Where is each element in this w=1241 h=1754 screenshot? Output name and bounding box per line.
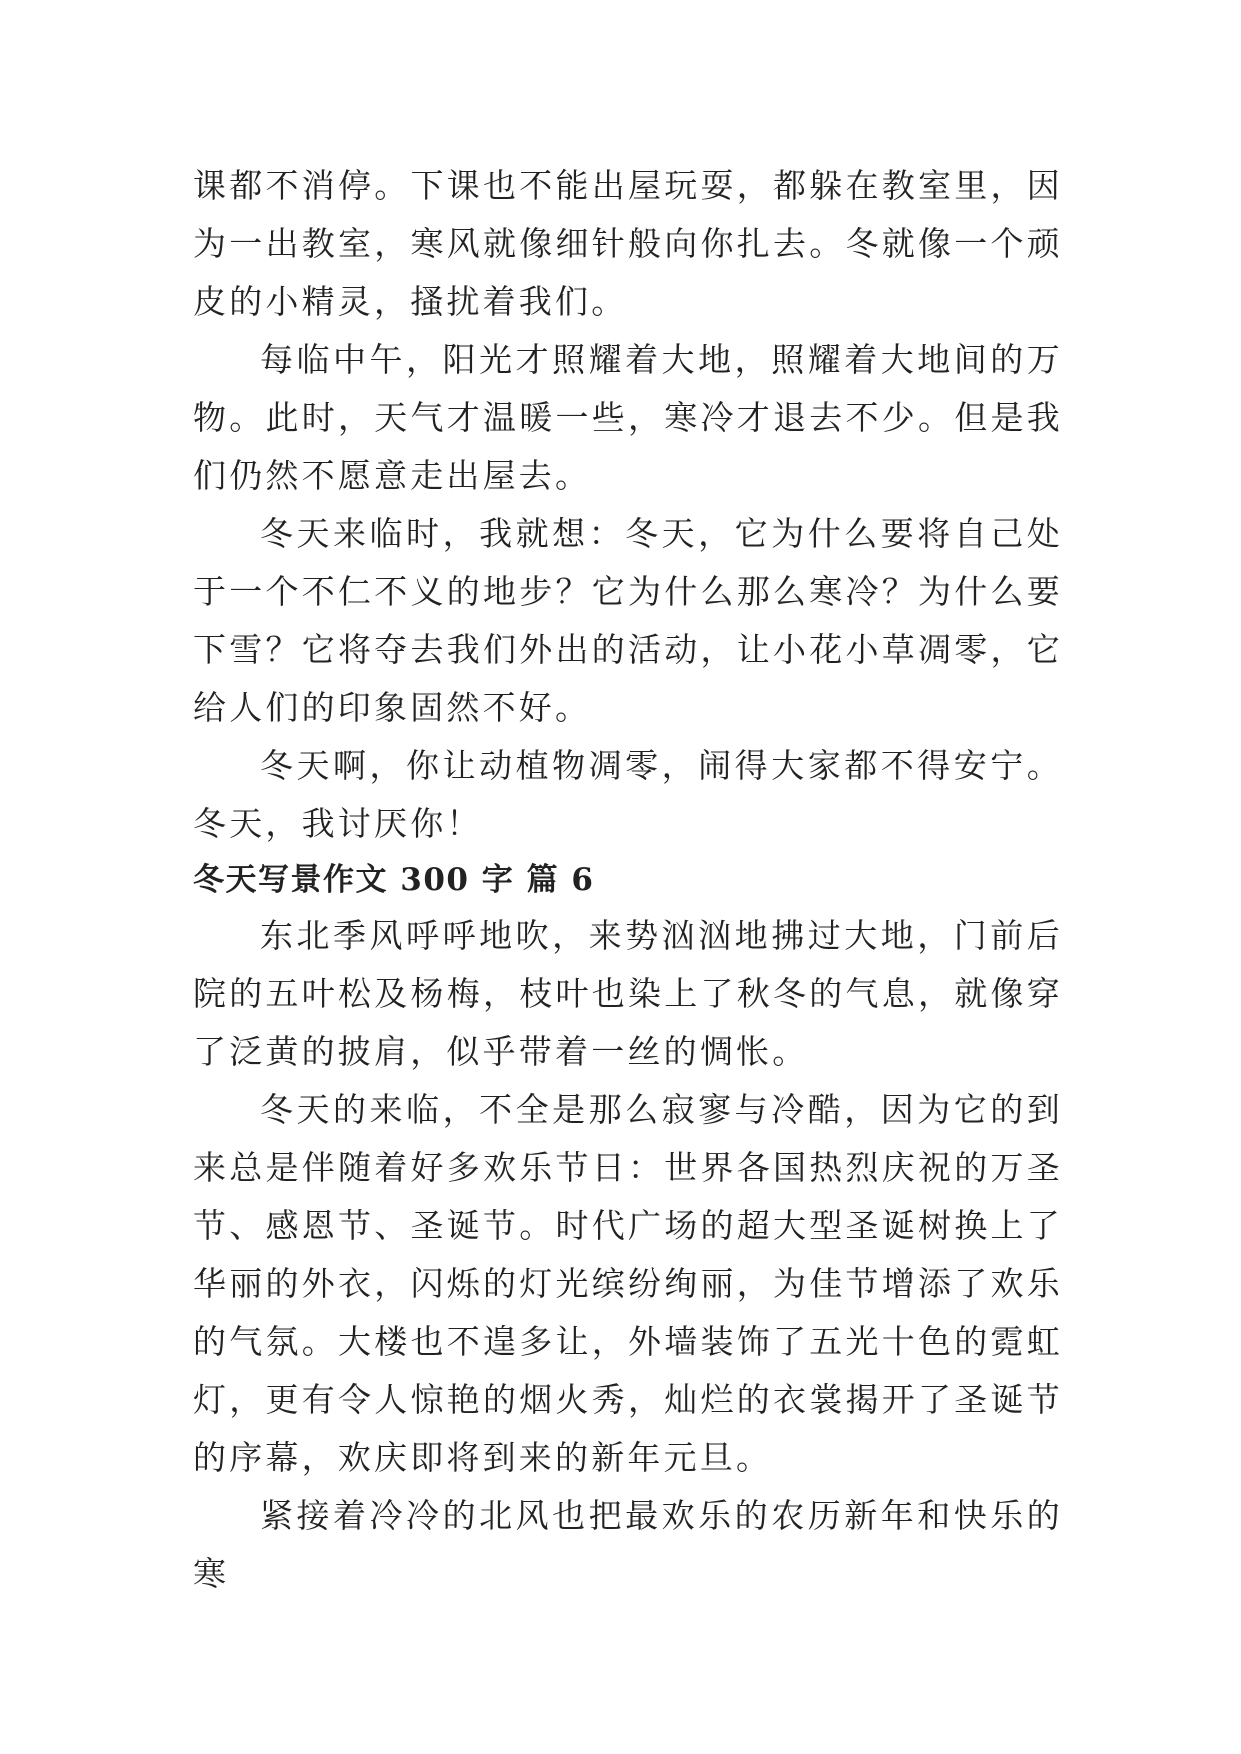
paragraph-dislike-winter: 冬天啊，你让动植物凋零，闹得大家都不得安宁。冬天，我讨厌你！	[193, 746, 1063, 843]
paragraph-continued: 课都不消停。下课也不能出屋玩耍，都躲在教室里，因为一出教室，寒风就像细针般向你扎去。冬就像一个顽皮的小精灵，搔扰着我们。	[193, 166, 1063, 321]
document-body	[193, 157, 1063, 1603]
paragraph-noon-sunlight: 每临中午，阳光才照耀着大地，照耀着大地间的万物。此时，天气才温暖一些，寒冷才退去不少。但是我们仍然不愿意走出屋去。	[193, 340, 1063, 495]
paragraph-holidays: 冬天的来临，不全是那么寂寥与冷酷，因为它的到来总是伴随着好多欢乐节日：世界各国热烈庆祝的万圣节、感恩节、圣诞节。时代广场的超大型圣诞树换上了华丽的外衣，闪烁的灯光缤纷绚丽，为佳节增添了欢乐的气氛。大楼也不遑多让，外墙装饰了五光十色的霓虹灯，更有令人惊艳的烟火秀，灿烂的衣裳揭开了圣诞节的序幕，欢庆即将到来的新年元旦。	[193, 1090, 1063, 1477]
paragraph-winter-questions: 冬天来临时，我就想：冬天，它为什么要将自己处于一个不仁不义的地步？它为什么那么寒冷？为什么要下雪？它将夺去我们外出的活动，让小花小草凋零，它给人们的印象固然不好。	[193, 514, 1063, 727]
paragraph-northeast-monsoon: 东北季风呼呼地吹，来势汹汹地拂过大地，门前后院的五叶松及杨梅，枝叶也染上了秋冬的气息，就像穿了泛黄的披肩，似乎带着一丝的惆怅。	[193, 916, 1063, 1071]
paragraph-lunar-new-year: 紧接着冷冷的北风也把最欢乐的农历新年和快乐的寒	[193, 1496, 1063, 1593]
section-heading-essay-6: 冬天写景作文 300 字 篇 6	[193, 862, 595, 898]
